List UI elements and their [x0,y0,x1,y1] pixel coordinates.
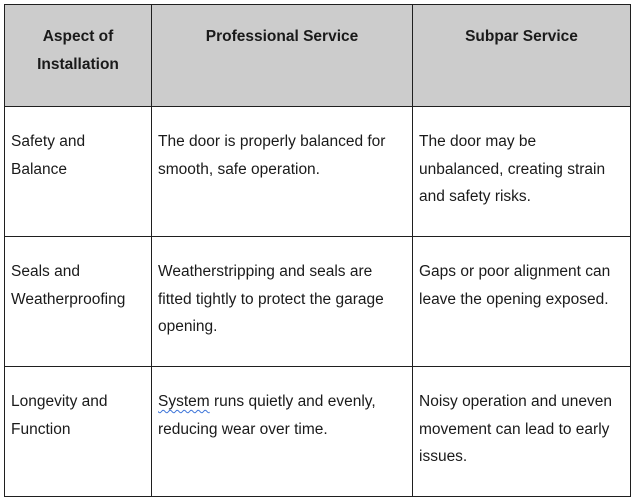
comparison-table [4,4,631,497]
cell-professional-text: runs quietly and evenly, reducing wear over time. [158,393,376,438]
cell-aspect: Longevity and Function [5,367,152,497]
cell-subpar: The door may be unbalanced, creating strain and safety risks. [413,107,631,237]
header-aspect: Aspect of Installation [5,5,152,107]
header-subpar: Subpar Service [413,5,631,107]
cell-professional: Weatherstripping and seals are fitted tightly to protect the garage opening. [152,237,413,367]
cell-professional [152,367,413,497]
header-row [5,5,631,107]
table-row [5,107,631,237]
cell-subpar: Noisy operation and uneven movement can lead to early issues. [413,367,631,497]
cell-aspect: Safety and Balance [5,107,152,237]
header-professional: Professional Service [152,5,413,107]
table-row [5,237,631,367]
cell-subpar: Gaps or poor alignment can leave the opening exposed. [413,237,631,367]
cell-professional: The door is properly balanced for smooth, safe operation. [152,107,413,237]
cell-aspect: Seals and Weatherproofing [5,237,152,367]
table-row [5,367,631,497]
spellcheck-flagged-word[interactable]: System [158,393,210,410]
